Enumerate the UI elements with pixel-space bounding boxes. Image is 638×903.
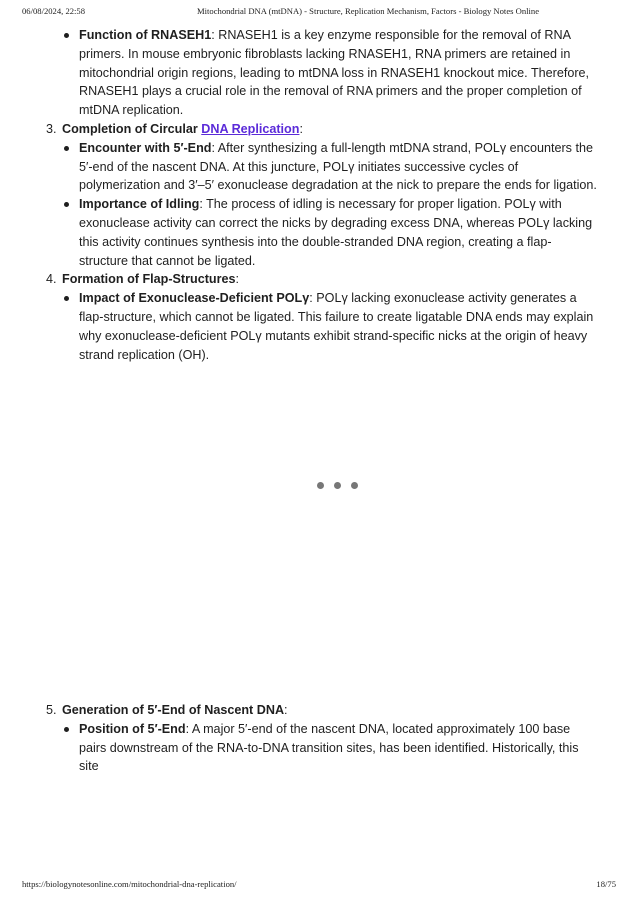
numbered-item-3 [0,120,638,139]
bullet-dot [64,202,69,207]
print-page-title: Mitochondrial DNA (mtDNA) - Structure, Replication Mechanism, Factors - Biology Notes Online [197,6,540,16]
bullet-dot [64,33,69,38]
item-number: 5. [46,703,57,717]
item-number: 3. [46,121,57,136]
bullet-text: : POLγ lacking exonuclease activity generates a flap-structure, which cannot be ligated. This failure to create ligatable DNA ends may explain why exonuclease-deficient POLγ mutants exhibit strand-specific nicks at the origin of heavy strand replication (OH). [79,291,594,362]
list-item [0,139,638,195]
bullet-dot [64,146,69,151]
bullet-dot [64,296,69,301]
item-heading: Formation of Flap-Structures [62,272,236,287]
item-heading: Completion of Circular [62,121,202,136]
bullet-term: Function of RNASEH1 [79,28,212,42]
bullet-term: Impact of Exonuclease-Deficient POLγ [79,291,310,306]
bullet-dot [64,727,69,732]
numbered-item-5 [0,701,638,720]
article-content [0,26,638,364]
item-suffix: : [284,703,288,717]
print-datetime: 06/08/2024, 22:58 [22,6,86,16]
bullet-text: : After synthesizing a full-length mtDNA strand, POLγ encounters the 5′-end of the nascent DNA. At this juncture, POLγ initiates successive cycles of polymerization and 3′–5′ exonuclease degradation at the nick to prepare the ends for ligation. [79,140,597,193]
list-item-rnaseh1 [0,26,638,120]
print-footer [22,879,616,893]
list-item [0,289,638,364]
bullet-term: Encounter with 5′-End [79,140,212,155]
loading-dot [317,482,324,489]
item-suffix: : [235,272,240,287]
print-url: https://biologynotesonline.com/mitochondrial-dna-replication/ [22,879,237,889]
bullet-term: Position of 5′-End [79,721,186,736]
loading-dots-icon [317,482,361,490]
page-number: 18/75 [596,879,616,889]
item-suffix: : [299,121,303,136]
bullet-text: : RNASEH1 is a key enzyme responsible for the removal of RNA primers. In mouse embryonic fibroblasts lacking RNASEH1, RNA primers are retained in mitochondrial origin regions, leading to mtDNA loss in RNASEH1 knockout mice. Therefore, RNASEH1 plays a crucial role in the removal of RNA primers and the proper completion of mtDNA replication. [79,28,590,118]
list-item [0,195,638,270]
bullet-text: : A major 5′-end of the nascent DNA, located approximately 100 base pairs downstream of the RNA-to-DNA transition sites, has been identified. Historically, this site [79,721,579,774]
bullet-term: Importance of Idling [79,197,200,212]
print-header [22,6,616,20]
bullet-text: : The process of idling is necessary for proper ligation. POLγ with exonuclease activity can correct the nicks by degrading excess DNA, whereas POLγ lacking this activity continues synthesis into the double-stranded DNA region, creating a flap-structure that cannot be ligated. [79,197,593,268]
item-heading: Generation of 5′-End of Nascent DNA [62,703,285,717]
list-item [0,720,638,776]
loading-dot [351,482,358,489]
article-content-continued [0,701,638,776]
dna-replication-link[interactable]: DNA Replication [201,121,300,136]
item-number: 4. [46,272,57,287]
numbered-item-4 [0,270,638,289]
loading-dot [334,482,341,489]
